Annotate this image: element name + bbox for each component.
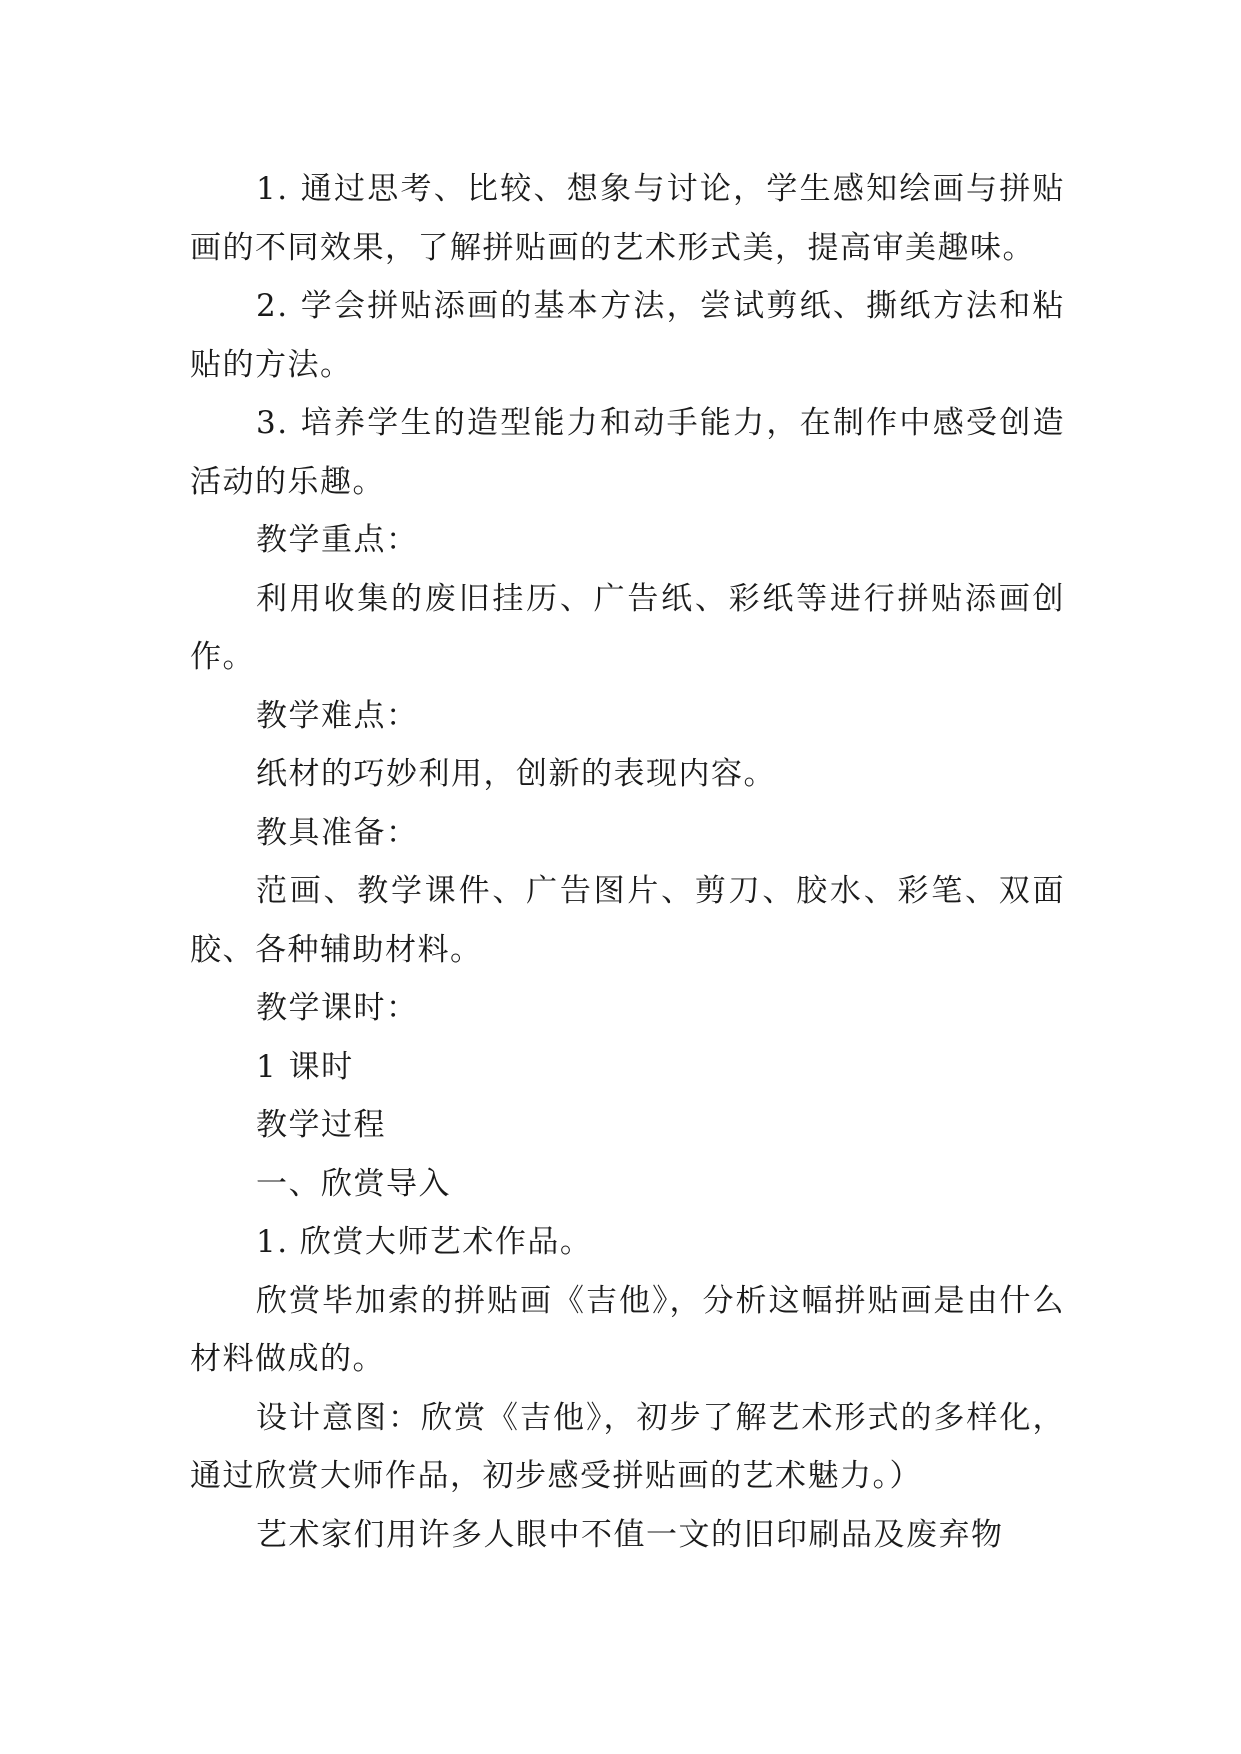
- paragraph-teaching-focus: 利用收集的废旧挂历、广告纸、彩纸等进行拼贴添画创作。: [190, 580, 1065, 675]
- paragraph-teaching-aids: 范画、教学课件、广告图片、剪刀、胶水、彩笔、双面胶、各种辅助材料。: [190, 873, 1065, 968]
- heading-class-hours: 教学课时：: [256, 990, 419, 1026]
- heading-section-one: 一、欣赏导入: [256, 1165, 451, 1202]
- paragraph-artists: 艺术家们用许多人眼中不值一文的旧印刷品及废弃物: [256, 1516, 1004, 1553]
- paragraph-class-hours: 1 课时: [256, 1048, 354, 1085]
- paragraph-objective-3: 3. 培养学生的造型能力和动手能力，在制作中感受创造活动的乐趣。: [190, 405, 1065, 500]
- paragraph-teaching-difficulty: 纸材的巧妙利用，创新的表现内容。: [256, 756, 776, 792]
- heading-teaching-process: 教学过程: [256, 1107, 386, 1143]
- paragraph-appreciation: 欣赏毕加索的拼贴画《吉他》，分析这幅拼贴画是由什么材料做成的。: [190, 1282, 1065, 1377]
- paragraph-objective-1: 1. 通过思考、比较、想象与讨论，学生感知绘画与拼贴画的不同效果，了解拼贴画的艺术形式美，提高审美趣味。: [190, 171, 1065, 266]
- heading-teaching-difficulty: 教学难点：: [256, 697, 419, 734]
- heading-teaching-focus: 教学重点：: [256, 522, 419, 558]
- paragraph-objective-2: 2. 学会拼贴添画的基本方法，尝试剪纸、撕纸方法和粘贴的方法。: [190, 288, 1065, 383]
- document-body: [190, 160, 1065, 1564]
- heading-teaching-aids: 教具准备：: [256, 814, 419, 851]
- paragraph-step-1: 1. 欣赏大师艺术作品。: [256, 1224, 593, 1260]
- paragraph-design-intent: 设计意图：欣赏《吉他》，初步了解艺术形式的多样化，通过欣赏大师作品，初步感受拼贴画的艺术魅力。）: [190, 1399, 1065, 1494]
